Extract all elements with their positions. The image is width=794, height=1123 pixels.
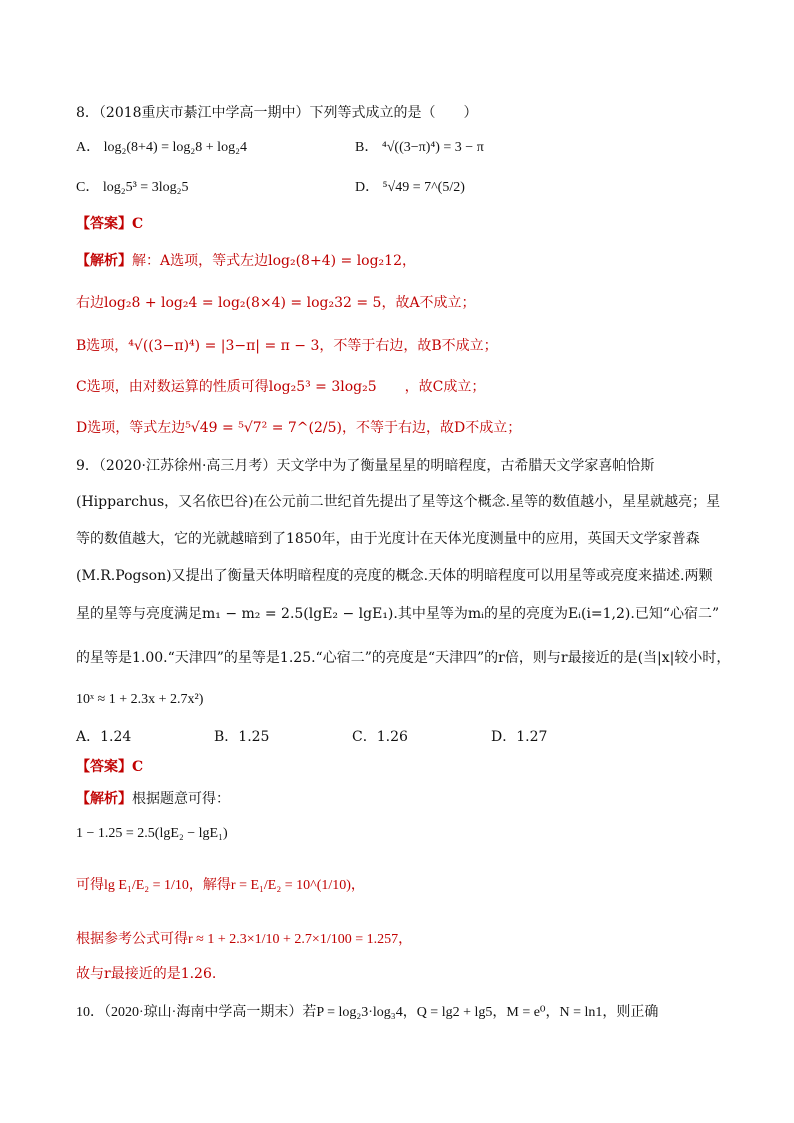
q8-option-a (76, 138, 247, 158)
q9-option-d (491, 727, 547, 747)
q9-stem-line-4: (M.R.Pogson)又提出了衡量天体明暗程度的亮度的概念.天体的明暗程度可以用星等或亮度来描述.两颗 (76, 568, 713, 584)
analysis-text: 根据题意可得： (132, 791, 230, 807)
option-value: 1.25 (238, 729, 270, 745)
q8-answer: 【答案】C (76, 216, 144, 232)
q9-option-a (76, 727, 131, 747)
option-label: D． (491, 729, 517, 745)
option-value: 1.26 (376, 729, 408, 745)
q8-analysis-line-4: C选项，由对数运算的性质可得log₂5³ = 3log₂5 ，故C成立； (76, 379, 486, 395)
q9-equation-3: 根据参考公式可得r ≈ 1 + 2.3×1/10 + 2.7×1/100 = 1.257， (76, 932, 413, 947)
q9-stem-line-6: 的星等是1.00.“天津四”的星等是1.25.“心宿二”的亮度是“天津四”的r倍，则与r最接近的是(当|x|较小时， (76, 650, 731, 666)
option-label: C． (352, 729, 377, 745)
option-label: C． (76, 180, 100, 195)
q8-analysis-line-3: B选项，⁴√((3−π)⁴) = |3−π| = π − 3，不等于右边，故B不成立； (76, 338, 498, 354)
q9-option-b (214, 727, 269, 747)
q8-option-c (76, 178, 188, 198)
q8-stem: 8．（2018重庆市綦江中学高一期中）下列等式成立的是（ ） (76, 105, 478, 121)
q9-option-c (352, 727, 408, 747)
q9-conclusion: 故与r最接近的是1.26. (76, 966, 217, 982)
q8-option-b (355, 138, 484, 158)
analysis-tag: 【解析】 (76, 253, 132, 269)
q9-stem-line-7: 10ˣ ≈ 1 + 2.3x + 2.7x²) (76, 692, 204, 707)
q9-equation-2: 可得lg E₁/E₂ = 1/10，解得r = E₁/E₂ = 10^(1/10)， (76, 878, 365, 893)
analysis-tag: 【解析】 (76, 791, 132, 807)
option-label: D． (355, 180, 380, 195)
q9-stem-line-1: 9．（2020·江苏徐州·高三月考）天文学中为了衡量星星的明暗程度，古希腊天文学家喜帕恰斯 (76, 458, 655, 474)
q8-analysis-line-5: D选项，等式左边⁵√49 = ⁵√7² = 7^(2/5)，不等于右边，故D不成立； (76, 420, 522, 436)
q9-stem-line-2: (Hipparchus，又名依巴谷)在公元前二世纪首先提出了星等这个概念.星等的数值越小，星星就越亮；星 (76, 494, 721, 510)
option-expr: log₂5³ = 3log₂5 (102, 180, 189, 195)
option-expr: ⁴√((3−π)⁴) = 3 − π (381, 140, 484, 155)
q8-option-d (355, 178, 465, 198)
option-label: A． (76, 729, 101, 745)
option-value: 1.24 (100, 729, 132, 745)
option-label: B． (355, 140, 379, 155)
q8-analysis-line-2: 右边log₂8 + log₂4 = log₂(8×4) = log₂32 = 5，故A不成立； (76, 295, 476, 311)
q10-stem: 10．（2020·琼山·海南中学高一期末）若P = log₂3·log₃4，Q = lg2 + lg5，M = e⁰，N = ln1，则正确 (76, 1005, 659, 1020)
option-expr: log₂(8+4) = log₂8 + log₂4 (103, 140, 247, 155)
q9-equation-1: 1 − 1.25 = 2.5(lgE₂ − lgE₁) (76, 826, 228, 841)
option-label: B． (214, 729, 239, 745)
q8-analysis-line-1 (76, 251, 416, 271)
option-value: 1.27 (516, 729, 548, 745)
q9-stem-line-5: 星的星等与亮度满足m₁ − m₂ = 2.5(lgE₂ − lgE₁).其中星等为mᵢ的星的亮度为Eᵢ(i=1,2).已知“心宿二” (76, 606, 720, 622)
analysis-text: 解：A选项，等式左边log₂(8+4) = log₂12， (132, 253, 416, 269)
q9-answer: 【答案】C (76, 759, 144, 775)
q9-stem-line-3: 等的数值越大，它的光就越暗到了1850年，由于光度计在天体光度测量中的应用，英国天文学家普森 (76, 531, 700, 547)
option-expr: ⁵√49 = 7^(5/2) (382, 180, 465, 195)
q9-analysis-line-1 (76, 789, 230, 809)
option-label: A． (76, 140, 101, 155)
